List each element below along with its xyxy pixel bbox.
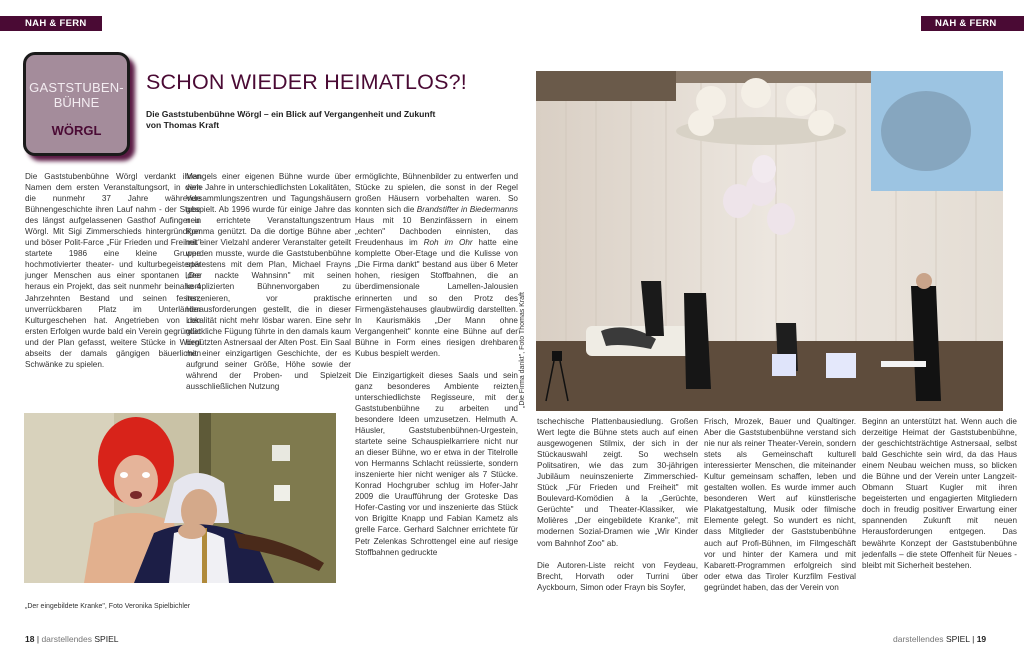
magazine-name-part1: darstellendes	[893, 634, 944, 644]
footer-right	[893, 634, 986, 644]
text-run: ermöglichte, Bühnenbilder zu entwerfen und Stücke zu spielen, die sonst in der Regel großen Häusern vorbehalten waren. So konnten sich die	[355, 172, 518, 215]
play-title: Roh im Ohr	[423, 238, 473, 248]
article-subhead	[146, 109, 486, 131]
logo-line-2: BÜHNE	[53, 95, 100, 110]
page-number-right: 19	[976, 634, 987, 644]
text-column-3	[355, 171, 518, 558]
subhead-title: Die Gaststubenbühne Wörgl – ein Blick auf Vergangenheit und Zukunft	[146, 109, 436, 119]
paragraph: Die Einzigartigkeit dieses Saals und sein ganz besonderes Ambiente reizten unterschiedlichste Regisseure, mit der Gaststubenbühne zu arbeiten und besondere Ideen umzusetzen. Helmuth A. Häusler, Gaststubenbühnen-Urgestein, startete seine Schauspielkarriere nicht nur an dieser Bühne, wo er etwa in der Titelrolle von Hermanns Schlacht reüssierte, sondern inszenierte hier nicht weniger als 7 Stücke. Konrad Hochgruber schlug im Hofer-Jahr 2009 die Uraufführung der Groteske Das Hofer-Casting vor und inszenierte das Stück von Brigitte Knapp und Fabian Kametz als grelle Farce. Gerhard Salchner errichtete für Petr Zelenkas Schrottengel eine auf riesige Stoffbahnen gedruckte	[355, 370, 518, 557]
article-headline: SCHON WIEDER HEIMATLOS?!	[146, 70, 467, 94]
page-number-left: 18	[25, 634, 35, 644]
theater-logo-box	[23, 52, 130, 156]
paragraph: Die Autoren-Liste reicht von Feydeau, Brecht, Horvath oder Turrini über Ayckbourn, Simon oder Frayn bis Soyfer,	[537, 560, 698, 592]
text-column-5	[704, 416, 856, 593]
text-column-2	[186, 171, 351, 392]
logo-line-1: GASTSTUBEN-	[29, 80, 124, 95]
paragraph: tschechische Plattenbausiedlung. Großen Wert legte die Bühne stets auch auf einen ausgewogenen Stilmix, der sich in der Stückauswahl zeigt. So wechseln Politsatiren, wie das zum 30-jährigen Jubiläum neuinszenierte Zimmerschied-Stück „Für Frieden und Freiheit" mit Boulevard-Komödien à la „Gerüchte, Gerüchte" und Theater-Klassiker, wie Molières „Der eingebildete Kranke", mit modernen Sozial-Dramen wie „Wir Kinder vom Bahnhof Zoo" ab.	[537, 417, 698, 548]
paragraph: Frisch, Mrozek, Bauer und Qualtinger. Aber die Gaststubenbühne verstand sich nie nur als reiner Theater-Verein, sondern stets als Gemeinschaft kulturell interessierter Menschen, die miteinander Kultur gemeinsam schaffen, leben und gestalten wollen. Es wurde immer auch besonderen Wert auf künstlerische Plakatgestaltung, Musik oder filmische Elemente gelegt. So wundert es nicht, dass Mitglieder der Gaststubenbühne auch auf Profi-Bühnen, im Filmgeschäft vor und hinter der Kamera und mit Kabarett-Programmen erfolgreich sind oder etwa das Tiroler Kurzfilm Festival gegründet haben, das der Verein von	[704, 417, 856, 592]
paragraph: Beginn an unterstützt hat. Wenn auch die derzeitige Heimat der Gaststubenbühne, der geschichtsträchtige Astnersaal, selbst bald Geschichte sein wird, da das Haus einem Neubau weichen muss, so blicken die Bühne und der Verein unter Langzeit-Obmann Stuart Kugler mit ihren begeisterten und engagierten Mitgliedern doch in freudig positiver Erwartung einer spannenden Zukunft mit neuen Herausforderungen entgegen. Das bewährte Konzept der Gaststubenbühne jedenfalls – die stete Offenheit für Neues - bleibt mit Sicherheit bestehen.	[862, 417, 1017, 570]
photo-der-eingebildete-kranke	[24, 413, 336, 583]
footer-separator: |	[36, 634, 40, 644]
footer-left	[25, 634, 118, 644]
photo-die-firma-dankt	[536, 71, 1003, 411]
text-column-4	[537, 416, 698, 593]
stage-photo-image	[24, 413, 336, 583]
text-run: hatte eine komplette Ober-Etage und die Kulisse von „Die Firma dankt" bestand aus über 6 Meter hohen, riesigen Stoffbahnen, die an überdimensionale Lamellen-Jalousien erinnerten und so den Protz des Firmengästehauses glaubwürdig darstellten. In Kaurismäkis „Der Mann ohne Vergangenheit" konnte eine Bühne auf der Bühne in Form eines riesigen drehbaren Kubus bespielt werden.	[355, 238, 518, 358]
footer-separator: |	[972, 634, 975, 644]
text-column-6	[862, 416, 1017, 571]
magazine-name-part1: darstellendes	[41, 634, 92, 644]
paragraph: Die Gaststubenbühne Wörgl verdankt ihren Namen dem ersten Veranstaltungsort, in dem die nunmehr 37 Jahre währende Bühnengeschichte ihren Lauf nahm - der Stube des längst aufgelassenen Gasthof Aufinger in Wörgl. Mit Sigi Zimmerschieds hintergründiger und böser Polit-Farce „Für Frieden und Freiheit" startete 1986 eine kleine Gruppe hochmotivierter theater- und kulturbegeisterter junger Menschen aus einer spontanen Idee heraus ein Projekt, das seit nunmehr beinahe 4 Jahrzehnten Bestand und seinen festen, unverrückbaren Platz im Unterländer Kulturgeschehen hat. Angetrieben von den ersten Erfolgen wurde bald ein Verein gegründet und der Plan gefasst, weitere Stücke in Wörgl abseits der damals gängigen bäuerlichen Schwänke zu spielen.	[25, 172, 201, 369]
photo-caption-right: „Die Firma dankt", Foto Thomas Kraft	[519, 292, 526, 408]
section-tag-left: NAH & FERN	[0, 16, 102, 31]
logo-city: WÖRGL	[51, 123, 102, 138]
magazine-name-part2: SPIEL	[94, 634, 119, 644]
photo-caption-left: „Der eingebildete Kranke", Foto Veronika Spielbichler	[25, 603, 191, 610]
play-title: Brandstifter in Biedermanns	[416, 205, 519, 215]
stage-photo-image	[536, 71, 1003, 411]
section-tag-right: NAH & FERN	[921, 16, 1024, 31]
paragraph: Mangels einer eigenen Bühne wurde über viele Jahre in unterschiedlichsten Lokalitäten, Versammlungszentren und Tagungshäusern gespielt. Ab 1996 wurde für einige Jahre das neu errichtete Veranstaltungszentrum Komma genützt. Da die dortige Bühne aber mit einer Vielzahl anderer Veranstalter geteilt werden musste, wurde die Gaststubenbühne spätestens mit dem Plan, Michael Frayns „Der nackte Wahnsinn" mit seinen komplizierten Bühnenvorgaben zu inszenieren, vor praktische Herausforderungen gestellt, die in dieser Lokalität nicht mehr lösbar waren. Eine sehr glückliche Fügung führte in den damals kaum benützten Astnersaal der Alten Post. Ein Saal mit einer einzigartigen Geschichte, der es aufgrund seiner Größe, Höhe sowie der während der Proben- und Spielzeit ausschließlichen Nutzung	[186, 172, 351, 391]
text-run: Haus mit 10 Benzinfässern in einem „echten" Dachboden einnisten, das Freudenhaus im	[355, 216, 518, 248]
paragraph	[355, 171, 518, 359]
text-column-1	[25, 171, 201, 370]
magazine-name-part2: SPIEL	[945, 634, 970, 644]
author-byline: von Thomas Kraft	[146, 120, 220, 130]
